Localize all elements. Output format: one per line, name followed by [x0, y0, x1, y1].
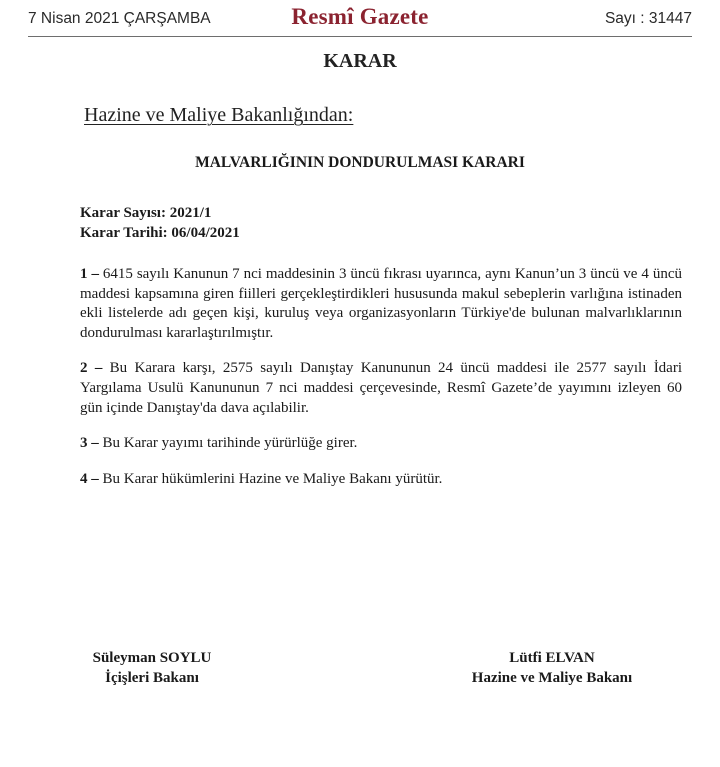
article-text: 6415 sayılı Kanunun 7 nci maddesinin 3 üncü fıkrası uyarınca, aynı Kanun’un 3 üncü ve 4 üncü maddesi kapsamına giren fiilleri gerçekleştirdikleri hususunda makul sebeplerin varlığına istinaden ekli listelerde adı geçen kişi, kuruluş veya organizasyonların Türkiye'de bulunan malvarlıklarının dondurulması kararlaştırılmıştır. [80, 266, 682, 341]
decision-number: Karar Sayısı: 2021/1 [80, 205, 212, 221]
decision-title: MALVARLIĞININ DONDURULMASI KARARI [195, 154, 525, 171]
article-text: Bu Karara karşı, 2575 sayılı Danıştay Kanununun 24 üncü maddesi ile 2577 sayılı İdari Yargılama Usulü Kanununun 7 nci maddesi çerçevesinde, Resmî Gazete’de yayımını izleyen 60 gün içinde Danıştay'da dava açılabilir. [80, 360, 683, 416]
issuing-ministry: Hazine ve Maliye Bakanlığından: [84, 104, 354, 126]
decision-date: Karar Tarihi: 06/04/2021 [80, 225, 240, 241]
article-3 [80, 434, 682, 454]
article-text: Bu Karar yayımı tarihinde yürürlüğe girer. [98, 435, 358, 452]
issue-number: Sayı : 31447 [604, 10, 692, 27]
article-4 [80, 470, 682, 490]
signature-finance-minister [452, 648, 652, 688]
signatory-title: İçişleri Bakanı [105, 670, 199, 686]
gazette-masthead [28, 0, 692, 37]
article-number: 3 – [80, 435, 99, 452]
article-number: 4 – [80, 470, 99, 487]
article-number: 1 – [80, 266, 99, 282]
signatory-name: Lütfi ELVAN [509, 650, 595, 666]
signatory-title: Hazine ve Maliye Bakanı [471, 670, 633, 686]
gazette-title: Resmî Gazete [291, 4, 429, 29]
signature-interior-minister [72, 648, 232, 688]
article-text: Bu Karar hükümlerini Hazine ve Maliye Bakanı yürütür. [98, 470, 443, 487]
decision-articles [80, 265, 682, 505]
decision-meta [80, 203, 240, 243]
article-number: 2 – [80, 360, 103, 377]
article-1 [80, 265, 682, 343]
signatory-name: Süleyman SOYLU [92, 650, 212, 666]
document-type-heading: KARAR [323, 50, 397, 72]
publication-date: 7 Nisan 2021 ÇARŞAMBA [28, 10, 211, 27]
article-2 [80, 359, 682, 418]
